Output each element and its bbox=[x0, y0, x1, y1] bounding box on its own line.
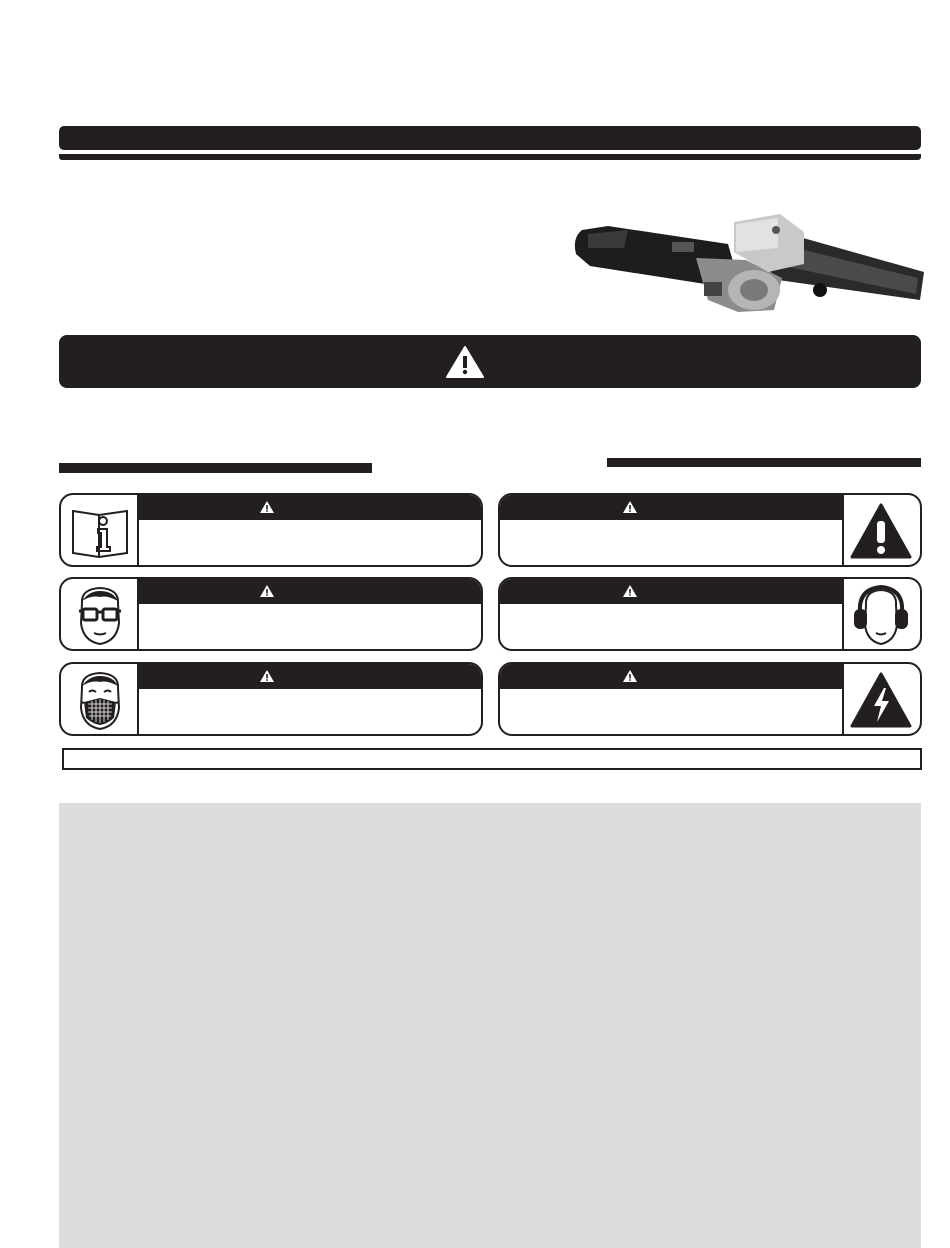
card-divider bbox=[842, 579, 844, 649]
card-header bbox=[139, 495, 481, 520]
card-header bbox=[139, 579, 481, 604]
warning-triangle-icon bbox=[259, 500, 275, 514]
card-header bbox=[500, 495, 842, 520]
section-rule-right bbox=[607, 458, 921, 467]
safety-card-hearing-protection bbox=[498, 577, 922, 651]
electrical-hazard-icon bbox=[848, 668, 914, 732]
warning-triangle-icon bbox=[259, 669, 275, 683]
warning-triangle-icon bbox=[622, 584, 638, 598]
title-underline bbox=[59, 154, 921, 160]
page-title-bar bbox=[59, 126, 921, 150]
safety-note-box bbox=[62, 748, 922, 770]
warning-triangle-icon bbox=[259, 584, 275, 598]
safety-card-electrical-hazard bbox=[498, 662, 922, 736]
safety-card-read-manual bbox=[59, 493, 483, 567]
safety-card-general-warning bbox=[498, 493, 922, 567]
warning-banner bbox=[59, 335, 921, 388]
card-header bbox=[139, 664, 481, 689]
section-rule-left bbox=[59, 463, 372, 473]
warning-triangle-icon bbox=[445, 345, 485, 379]
card-header bbox=[500, 664, 842, 689]
info-panel bbox=[59, 803, 921, 1248]
warning-triangle-icon bbox=[622, 500, 638, 514]
dust-mask-icon bbox=[67, 668, 133, 732]
read-manual-icon bbox=[67, 499, 133, 563]
belt-sander-photo bbox=[568, 208, 928, 320]
card-divider bbox=[842, 664, 844, 734]
exclamation-warning-icon bbox=[848, 499, 914, 563]
safety-card-eye-protection bbox=[59, 577, 483, 651]
card-header bbox=[500, 579, 842, 604]
card-divider bbox=[842, 495, 844, 565]
safety-glasses-icon bbox=[67, 583, 133, 647]
warning-triangle-icon bbox=[622, 669, 638, 683]
hearing-protection-icon bbox=[848, 583, 914, 647]
safety-card-respiratory-protection bbox=[59, 662, 483, 736]
